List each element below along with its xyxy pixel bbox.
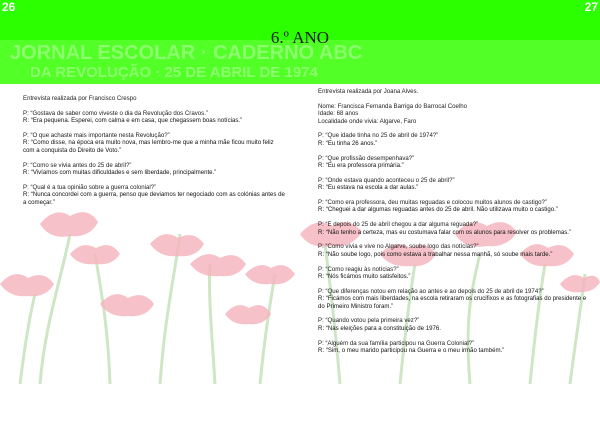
- left-question-3: P: “Como se vivia antes do 25 de abril?”: [23, 161, 132, 169]
- left-answer-2: R: “Como disse, na época era muito nova, mas lembro-me que a minha mãe ficou muito feliz com a conquista do Direito de Voto.”: [23, 139, 274, 154]
- right-question-7: P: “Como reagiu às notícias?”: [318, 265, 399, 273]
- left-question-1: P: “Gostava de saber como viveste o dia da Revolução dos Cravos.”: [23, 109, 208, 117]
- right-question-4: P: “Como era professora, deu muitas reguadas e colocou muitos alunos de castigo?”: [318, 199, 547, 207]
- interviewee-location: Localidade onde vivia: Algarve, Faro: [318, 117, 417, 125]
- right-answer-1: R: “Eu tinha 26 anos.”: [318, 139, 378, 147]
- ghost-masthead: JORNAL ESCOLAR · CADERNO ABC: [10, 42, 363, 64]
- carnation-3: [0, 274, 54, 296]
- left-answer-3: R: “Vivíamos com muitas dificuldades e sem liberdade, principalmente.”: [23, 169, 217, 177]
- right-question-6: P: “Como vivia e vive no Algarve, soube logo das notícias?”: [318, 243, 479, 251]
- left-interview: [23, 95, 285, 206]
- right-interview: [318, 88, 590, 354]
- left-answer-1: R: “Era pequena. Esperei, com calma e em casa, que chegassem boas notícias.”: [23, 117, 243, 125]
- carnation-5: [190, 254, 246, 276]
- left-answer-4: R: “Nunca concordei com a guerra, penso que deviamos ter negociado com as colónias antes de a começar.”: [23, 191, 285, 206]
- carnation-2: [70, 245, 120, 264]
- left-intro: Entrevista realizada por Francisco Crespo: [23, 95, 137, 102]
- right-question-8: P: “Que diferenças notou em relação ao antes e ao depois do 25 de abril de 1974?”: [318, 287, 544, 295]
- right-intro: Entrevista realizada por Joana Alves.: [318, 88, 419, 95]
- carnation-1: [40, 212, 98, 237]
- interviewee-name: Nome: Francisca Fernanda Barriga do Barrocal Coelho: [318, 102, 468, 110]
- right-answer-10: R: “Sim, o meu marido participou na Guerra e o meu irmão também.”: [318, 347, 505, 355]
- page-title: 6.º ANO: [270, 28, 330, 47]
- carnation-13: [225, 305, 271, 324]
- right-answer-4: R: “Cheguei a dar algumas reguadas antes do 25 de abril. Não utilizava muito o castigo.”: [318, 206, 558, 214]
- page-number-left: 26: [2, 0, 16, 14]
- right-question-5: P: “E depois do 25 de abril chegou a dar alguma reguada?”: [318, 221, 479, 229]
- right-answer-9: R: “Nas eleições para a constituição de 1976.: [318, 324, 441, 332]
- left-question-4: P: “Qual é a tua opinião sobre a guerra colonial?”: [23, 183, 157, 191]
- ghost-subtitle: DA REVOLUÇÃO · 25 DE ABRIL DE 1974: [30, 64, 318, 81]
- right-question-2: P: “Que profissão desempenhava?”: [318, 154, 415, 162]
- right-answer-6: R: “Não soube logo, pois como estava a trabalhar nessa manhã, só soube mais tarde.”: [318, 250, 553, 258]
- right-question-9: P: “Quando votou pela primeira vez?”: [318, 317, 420, 325]
- page-number-right: 27: [584, 0, 598, 14]
- left-question-2: P: “O que achaste mais importante nesta Revolução?”: [23, 132, 170, 139]
- right-question-1: P: “Que idade tinha no 25 de abril de 1974?”: [318, 132, 439, 140]
- right-answer-2: R: “Eu era professora primária.”: [318, 162, 404, 170]
- carnation-12: [100, 294, 154, 316]
- right-question-10: P: “Alguém da sua família participou na Guerra Colonial?”: [318, 339, 475, 347]
- right-answer-8: R: “Ficámos com mais liberdades, na escola retiraram os crucifixos e as fotografias do presidente e do Primeiro Ministro foram.”: [318, 295, 587, 310]
- carnation-4: [150, 234, 204, 256]
- right-question-3: P: “Onde estava quando aconteceu o 25 de abril?”: [318, 176, 455, 184]
- right-answer-7: R: “Nós ficámos muito satisfeitos.”: [318, 273, 411, 281]
- right-answer-3: R: “Eu estava na escola a dar aulas.”: [318, 184, 419, 192]
- right-answer-5: R: “Não tenho a certeza, mas eu costumava falar com os alunos para resolver os problemas.”: [318, 228, 572, 236]
- carnation-6: [245, 265, 295, 284]
- interviewee-age: Idade: 68 anos: [318, 110, 359, 118]
